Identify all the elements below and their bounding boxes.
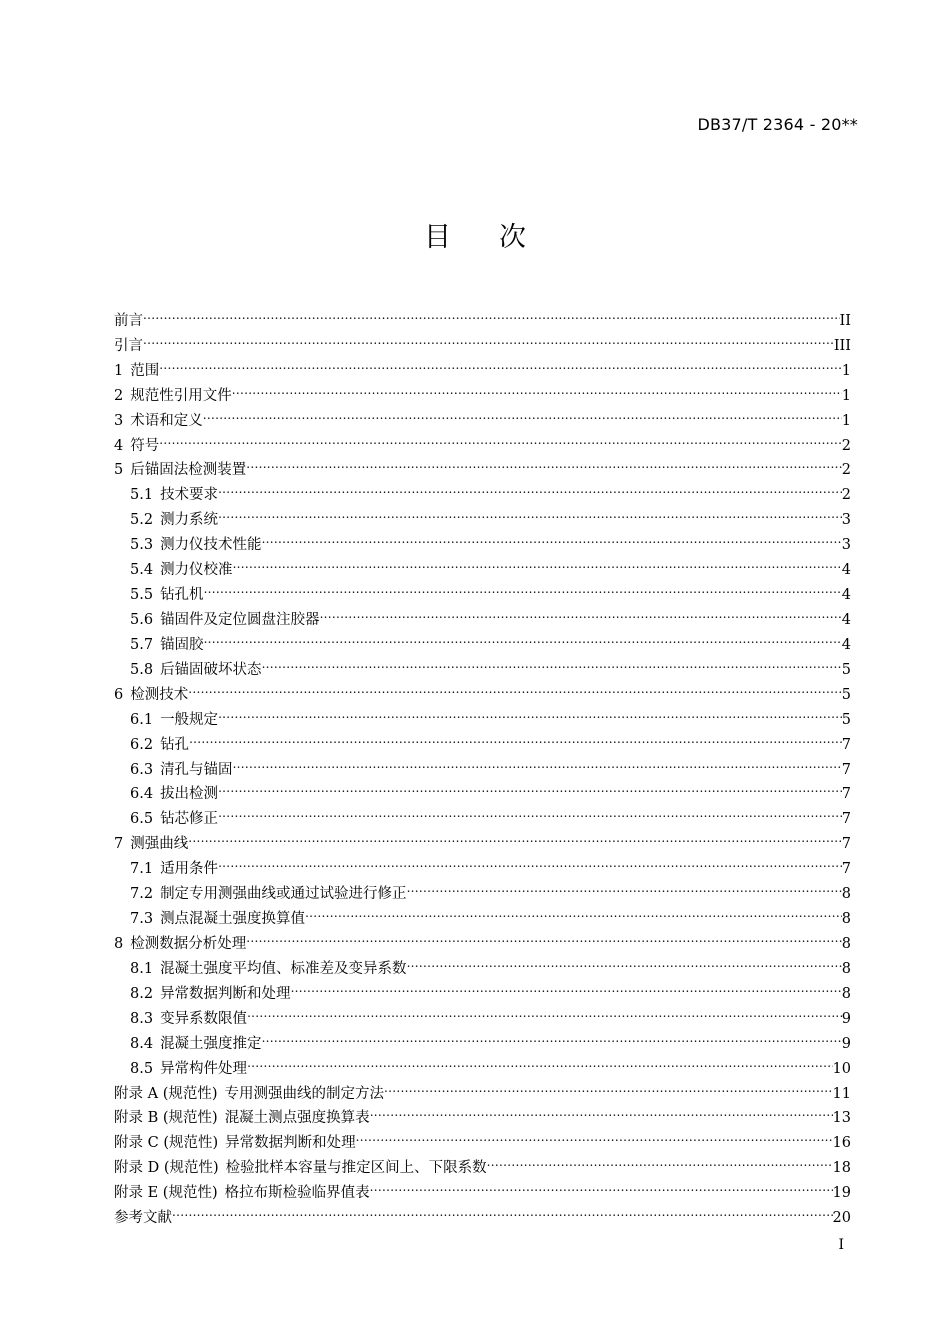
toc-entry-page: 9 xyxy=(841,1035,851,1052)
toc-entry-label: 制定专用测强曲线或通过试验进行修正 xyxy=(160,886,407,903)
toc-entry-label: 一般规定 xyxy=(160,711,219,728)
toc-entry-page: 9 xyxy=(841,1010,851,1027)
toc-entry-label: 异常数据判断和处理 xyxy=(225,1135,356,1152)
toc-entry-number: 7.2 xyxy=(130,886,154,903)
toc-entry-number: 4 xyxy=(114,437,124,454)
toc-entry-number: 8.3 xyxy=(130,1010,154,1027)
toc-entry-number: 8.2 xyxy=(130,985,154,1002)
toc-entry[interactable] xyxy=(114,300,851,329)
toc-entry-page: 11 xyxy=(832,1085,851,1102)
toc-dot-leader xyxy=(247,998,842,1023)
toc-entry-label: 测力系统 xyxy=(160,512,219,529)
toc-dot-leader xyxy=(407,873,842,898)
toc-dot-leader xyxy=(246,450,842,475)
toc-dot-leader xyxy=(218,798,842,823)
toc-entry-page: 8 xyxy=(841,886,851,903)
toc-dot-leader xyxy=(233,549,842,574)
toc-entry-number: 2 xyxy=(114,387,124,404)
toc-entry-page: 7 xyxy=(841,761,851,778)
toc-dot-leader xyxy=(407,948,842,973)
toc-entry-label: 前言 xyxy=(114,312,143,329)
toc-entry-page: 8 xyxy=(841,935,851,952)
toc-entry-label: 混凝土测点强度换算表 xyxy=(224,1110,370,1127)
toc-entry-number: 7 xyxy=(114,836,124,853)
toc-entry[interactable] xyxy=(114,524,851,554)
toc-entry-page: 7 xyxy=(841,736,851,753)
toc-entry-page: 4 xyxy=(841,636,851,653)
toc-entry-number: 5.8 xyxy=(130,661,154,678)
toc-entry-page: 10 xyxy=(832,1060,851,1077)
toc-entry-page: 8 xyxy=(841,960,851,977)
toc-entry-page: 5 xyxy=(841,661,851,678)
toc-entry[interactable] xyxy=(114,674,851,703)
toc-entry[interactable] xyxy=(114,724,851,753)
toc-entry-page: 1 xyxy=(841,412,851,429)
toc-dot-leader xyxy=(370,1172,833,1197)
toc-entry-page: 4 xyxy=(841,562,851,579)
toc-entry-page: 7 xyxy=(841,811,851,828)
toc-title-left: 目 xyxy=(424,222,451,253)
toc-entry-page: 3 xyxy=(841,537,851,554)
toc-entry-page: 4 xyxy=(841,611,851,628)
toc-dot-leader xyxy=(204,624,842,649)
toc-entry-number: 7.1 xyxy=(130,861,154,878)
toc-entry-number: 5.4 xyxy=(130,562,154,579)
toc-dot-leader xyxy=(384,1073,833,1098)
toc-entry-number: 5 xyxy=(114,462,124,479)
toc-dot-leader xyxy=(203,400,842,425)
toc-entry-number: 6.4 xyxy=(130,786,154,803)
toc-dot-leader xyxy=(218,699,842,724)
toc-entry[interactable] xyxy=(114,848,851,878)
toc-entry-number: 5.3 xyxy=(130,537,154,554)
toc-entry-label: 锚固胶 xyxy=(160,636,204,653)
toc-entry-number: 8.5 xyxy=(130,1060,154,1077)
toc-entry[interactable] xyxy=(114,474,851,504)
toc-entry-number: 附录 B (规范性) xyxy=(114,1110,218,1127)
toc-entry-label: 变异系数限值 xyxy=(160,1010,248,1027)
toc-entry-number: 附录 A (规范性) xyxy=(114,1085,218,1102)
toc-entry-label: 混凝土强度平均值、标准差及变异系数 xyxy=(160,960,407,977)
toc-entry-label: 测力仪技术性能 xyxy=(160,537,262,554)
toc-entry-page: 2 xyxy=(841,462,851,479)
toc-entry-label: 后锚固法检测装置 xyxy=(130,462,247,479)
toc-entry-page: 8 xyxy=(841,985,851,1002)
toc-dot-leader xyxy=(189,724,842,749)
toc-entry-page: 1 xyxy=(841,362,851,379)
toc-entry-page: 7 xyxy=(841,786,851,803)
toc-dot-leader xyxy=(291,973,842,998)
toc-entry-page: 13 xyxy=(832,1110,851,1127)
toc-dot-leader xyxy=(218,474,842,499)
toc-entry-number: 5.7 xyxy=(130,636,154,653)
toc-entry[interactable] xyxy=(114,574,851,604)
toc-entry-page: 8 xyxy=(841,911,851,928)
toc-entry-number: 附录 E (规范性) xyxy=(114,1185,218,1202)
toc-dot-leader xyxy=(370,1098,833,1123)
toc-entry-page: 2 xyxy=(841,437,851,454)
toc-dot-leader xyxy=(204,574,842,599)
toc-entry-label: 钻孔 xyxy=(160,736,190,753)
toc-entry-label: 清孔与锚固 xyxy=(160,761,233,778)
toc-entry[interactable] xyxy=(114,699,851,728)
toc-dot-leader xyxy=(218,848,842,873)
toc-entry-number: 5.6 xyxy=(130,611,154,628)
toc-entry-number: 6.2 xyxy=(130,736,154,753)
toc-dot-leader xyxy=(232,375,842,400)
toc-dot-leader xyxy=(218,774,842,799)
toc-entry-label: 格拉布斯检验临界值表 xyxy=(224,1185,370,1202)
toc-dot-leader xyxy=(487,1147,833,1172)
toc-dot-leader xyxy=(320,599,842,624)
toc-entry-label: 测力仪校准 xyxy=(160,562,233,579)
toc-entry[interactable] xyxy=(114,400,851,429)
toc-entry-label: 后锚固破坏状态 xyxy=(160,661,262,678)
toc-entry[interactable] xyxy=(114,798,851,828)
toc-entry-number: 6.5 xyxy=(130,811,154,828)
toc-entry[interactable] xyxy=(114,350,851,379)
table-of-contents xyxy=(114,300,851,1227)
toc-entry-label: 检验批样本容量与推定区间上、下限系数 xyxy=(225,1160,487,1177)
toc-entry[interactable] xyxy=(114,325,851,354)
toc-entry-label: 技术要求 xyxy=(160,487,219,504)
toc-entry-number: 1 xyxy=(114,362,124,379)
toc-entry-page: 2 xyxy=(841,487,851,504)
toc-entry-label: 符号 xyxy=(130,437,160,454)
toc-entry-number: 8.1 xyxy=(130,960,154,977)
toc-entry-page: II xyxy=(839,312,851,329)
toc-entry-page: 19 xyxy=(832,1185,851,1202)
toc-entry-number: 3 xyxy=(114,412,124,429)
toc-entry-page: 18 xyxy=(832,1160,851,1177)
toc-entry-label: 规范性引用文件 xyxy=(130,387,232,404)
toc-dot-leader xyxy=(143,325,834,350)
toc-dot-leader xyxy=(262,649,842,674)
toc-entry[interactable] xyxy=(114,624,851,653)
toc-entry-number: 6.1 xyxy=(130,711,154,728)
toc-entry-page: 16 xyxy=(832,1135,851,1152)
toc-dot-leader xyxy=(159,425,842,450)
toc-entry-number: 5.1 xyxy=(130,487,154,504)
toc-entry-label: 钻孔机 xyxy=(160,587,204,604)
toc-entry-label: 检测数据分析处理 xyxy=(130,935,247,952)
toc-entry[interactable] xyxy=(114,425,851,454)
toc-entry-page: 7 xyxy=(841,836,851,853)
toc-entry-page: 5 xyxy=(841,711,851,728)
toc-entry-page: 5 xyxy=(841,686,851,703)
page-number: I xyxy=(838,1237,844,1253)
toc-entry-number: 5.5 xyxy=(130,587,154,604)
toc-entry[interactable] xyxy=(114,499,851,529)
toc-entry-label: 术语和定义 xyxy=(130,412,203,429)
toc-entry-label: 锚固件及定位圆盘注胶器 xyxy=(160,611,320,628)
toc-entry[interactable] xyxy=(114,823,851,853)
toc-entry-label: 拔出检测 xyxy=(160,786,219,803)
toc-entry-page: 4 xyxy=(841,587,851,604)
toc-entry-label: 参考文献 xyxy=(114,1210,172,1227)
toc-title-right: 次 xyxy=(499,222,526,253)
document-code: DB37/T 2364 - 20** xyxy=(697,115,858,134)
toc-dot-leader xyxy=(159,350,842,375)
toc-dot-leader xyxy=(218,499,842,524)
toc-entry-number: 5.2 xyxy=(130,512,154,529)
toc-title xyxy=(0,215,950,254)
toc-entry[interactable] xyxy=(114,873,851,903)
toc-entry[interactable] xyxy=(114,1197,851,1227)
toc-entry-label: 测点混凝土强度换算值 xyxy=(160,911,306,928)
toc-dot-leader xyxy=(246,923,842,948)
toc-entry-label: 检测技术 xyxy=(130,686,189,703)
toc-entry-number: 附录 C (规范性) xyxy=(114,1135,219,1152)
toc-entry-label: 适用条件 xyxy=(160,861,219,878)
toc-entry-label: 异常构件处理 xyxy=(160,1060,248,1077)
toc-entry-page: III xyxy=(833,337,851,354)
toc-entry[interactable] xyxy=(114,450,851,479)
toc-entry[interactable] xyxy=(114,774,851,803)
toc-entry-number: 6 xyxy=(114,686,124,703)
toc-dot-leader xyxy=(247,1048,832,1073)
toc-entry-label: 钻芯修正 xyxy=(160,811,219,828)
toc-dot-leader xyxy=(172,1197,833,1222)
toc-entry-number: 8.4 xyxy=(130,1035,154,1052)
toc-entry[interactable] xyxy=(114,599,851,628)
toc-dot-leader xyxy=(262,1023,842,1048)
toc-entry-page: 3 xyxy=(841,512,851,529)
toc-entry-label: 混凝土强度推定 xyxy=(160,1035,262,1052)
toc-entry-label: 范围 xyxy=(130,362,160,379)
toc-dot-leader xyxy=(305,898,842,923)
toc-dot-leader xyxy=(356,1122,833,1147)
toc-entry[interactable] xyxy=(114,649,851,678)
toc-entry-number: 8 xyxy=(114,935,124,952)
toc-entry-page: 20 xyxy=(832,1210,851,1227)
toc-entry-label: 专用测强曲线的制定方法 xyxy=(224,1085,385,1102)
toc-entry[interactable] xyxy=(114,375,851,404)
toc-entry[interactable] xyxy=(114,749,851,778)
toc-entry-label: 测强曲线 xyxy=(130,836,189,853)
toc-dot-leader xyxy=(233,749,842,774)
toc-dot-leader xyxy=(143,300,840,325)
toc-dot-leader xyxy=(188,823,842,848)
toc-entry-label: 异常数据判断和处理 xyxy=(160,985,291,1002)
toc-entry-page: 7 xyxy=(841,861,851,878)
toc-entry-page: 1 xyxy=(841,387,851,404)
toc-entry-label: 引言 xyxy=(114,337,143,354)
toc-entry-number: 7.3 xyxy=(130,911,154,928)
toc-entry-number: 6.3 xyxy=(130,761,154,778)
toc-dot-leader xyxy=(188,674,842,699)
toc-entry-number: 附录 D (规范性) xyxy=(114,1160,219,1177)
toc-dot-leader xyxy=(262,524,842,549)
